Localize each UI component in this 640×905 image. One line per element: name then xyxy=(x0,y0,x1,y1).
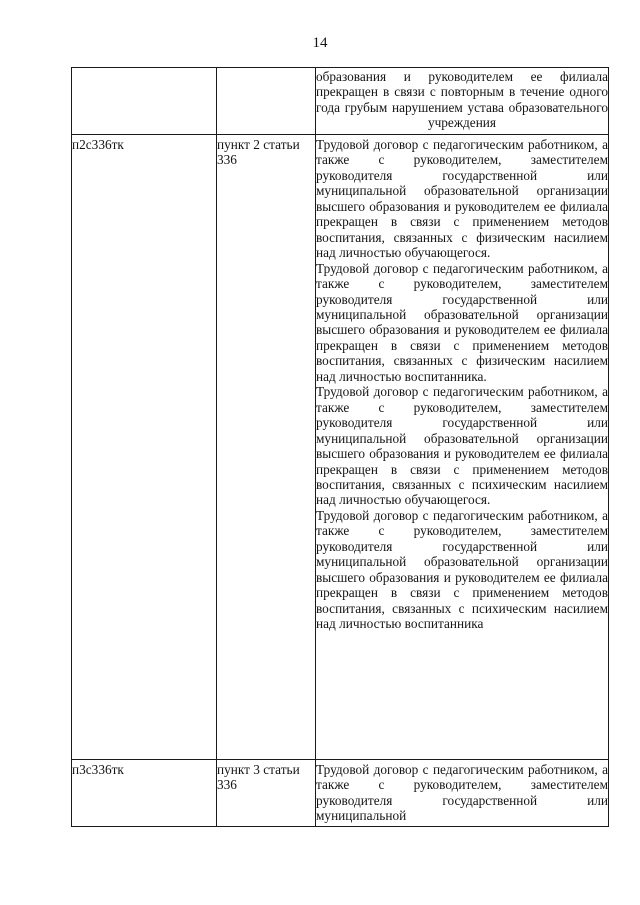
article-cell xyxy=(217,68,316,135)
code-cell xyxy=(72,135,217,760)
page-number: 14 xyxy=(312,35,328,51)
text-paragraph: Трудовой договор с педагогическим работником, а также с руководителем, заместителем руководителя государственной или муниципальной образовательной организации высшего образования и руководителем ее филиала прекращен в связи с применением методов воспитания, связанных с физическим насилием над личностью обучающегося. xyxy=(316,137,608,261)
text-paragraph: Трудовой договор с педагогическим работником, а также с руководителем, заместителем руководителя государственной или муниципальной образовательной организации высшего образования и руководителем ее филиала прекращен в связи с применением методов воспитания, связанных с психическим насилием над личностью обучающегося. xyxy=(316,384,608,508)
text-paragraph: Трудовой договор с педагогическим работником, а также с руководителем, заместителем руководителя государственной или муниципальной xyxy=(316,762,608,824)
text-paragraph: Трудовой договор с педагогическим работником, а также с руководителем, заместителем руководителя государственной или муниципальной образовательной организации высшего образования и руководителем ее филиала прекращен в связи с применением методов воспитания, связанных с психическим насилием над личностью воспитанника xyxy=(316,507,608,632)
article-label: пункт 2 статьи 336 xyxy=(217,137,300,168)
article-cell xyxy=(217,760,316,827)
table-row xyxy=(72,135,609,760)
code-cell xyxy=(72,68,217,135)
text-cell xyxy=(316,135,609,760)
text-paragraph: Трудовой договор с педагогическим работником, а также с руководителем, заместителем руководителя государственной или муниципальной образовательной организации высшего образования и руководителем ее филиала прекращен в связи с применением методов воспитания, связанных с физическим насилием над личностью воспитанника. xyxy=(316,260,608,384)
article-cell xyxy=(217,135,316,760)
text-cell xyxy=(316,68,609,135)
code-label: п3с336тк xyxy=(72,762,124,777)
document-table xyxy=(71,67,609,827)
table-row xyxy=(72,760,609,827)
text-paragraph: образования и руководителем ее филиала прекращен в связи с повторным в течение одного года грубым нарушением устава образовательного учреждения xyxy=(316,69,608,131)
text-cell xyxy=(316,760,609,827)
code-cell xyxy=(72,760,217,827)
table-row xyxy=(72,68,609,135)
code-label: п2с336тк xyxy=(72,137,124,152)
article-label: пункт 3 статьи 336 xyxy=(217,762,300,793)
